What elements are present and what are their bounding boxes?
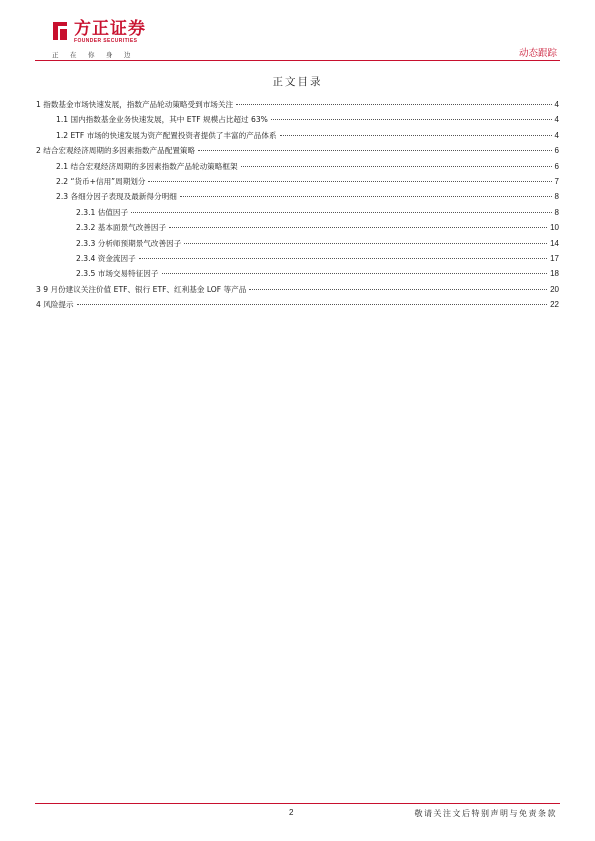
toc-entry-page: 10: [550, 223, 559, 233]
toc-entry-title: 2.3.2 基本面景气改善因子: [76, 223, 167, 233]
table-of-contents: [36, 97, 559, 312]
report-type-label: 动态跟踪: [518, 48, 557, 59]
logo-chinese-name: 方正证券: [74, 19, 146, 39]
toc-entry-title: 2.3.1 估值因子: [76, 207, 129, 217]
toc-entry-page: 7: [554, 176, 559, 186]
toc-entry-title: 2.1 结合宏观经济周期的多因素指数产品轮动策略框架: [56, 161, 238, 171]
toc-entry-title: 2.3.5 市场交易特征因子: [76, 269, 159, 279]
toc-dot-leader: [131, 211, 551, 213]
toc-entry[interactable]: [36, 236, 559, 251]
toc-dot-leader: [180, 195, 552, 197]
toc-entry[interactable]: [36, 205, 559, 220]
toc-entry[interactable]: [36, 174, 559, 189]
company-logo: [50, 20, 146, 45]
toc-entry-title: 1.1 国内指数基金业务快速发展，其中 ETF 规模占比超过 63%: [56, 115, 268, 125]
toc-entry[interactable]: [36, 282, 559, 297]
toc-entry-page: 22: [550, 300, 559, 310]
toc-entry-title: 2.3 各细分因子表现及最新得分明细: [56, 192, 177, 202]
toc-dot-leader: [198, 149, 551, 151]
toc-entry-page: 4: [554, 100, 559, 109]
toc-entry[interactable]: [36, 266, 559, 281]
toc-entry-title: 3 9 月份建议关注价值 ETF、银行 ETF、红利基金 LOF 等产品: [36, 284, 247, 294]
toc-entry-page: 17: [550, 253, 559, 263]
toc-entry-title: 1.2 ETF 市场的快速发展为资产配置投资者提供了丰富的产品体系: [56, 130, 277, 140]
disclaimer-notice: 敬请关注文后特别声明与免责条款: [414, 809, 557, 818]
toc-dot-leader: [184, 242, 547, 244]
toc-entry[interactable]: [36, 97, 559, 112]
toc-entry-page: 20: [550, 284, 559, 294]
toc-dot-leader: [148, 180, 551, 182]
toc-dot-leader: [249, 288, 547, 290]
toc-entry-title: 2.2 “货币+信用”周期划分: [56, 176, 146, 186]
toc-entry[interactable]: [36, 128, 559, 143]
header-divider: [35, 60, 560, 61]
toc-entry-page: 8: [554, 192, 559, 202]
toc-entry-page: 6: [554, 161, 559, 171]
toc-entry[interactable]: [36, 112, 559, 127]
toc-dot-leader: [77, 303, 547, 305]
toc-entry-title: 2.3.3 分析师预期景气改善因子: [76, 238, 182, 248]
toc-entry[interactable]: [36, 297, 559, 312]
toc-entry-page: 4: [554, 130, 559, 140]
toc-dot-leader: [280, 134, 552, 136]
toc-entry-title: 2.3.4 资金流因子: [76, 253, 136, 263]
founder-logo-icon: [50, 20, 70, 42]
toc-title: 正文目录: [272, 76, 323, 88]
toc-entry[interactable]: [36, 143, 559, 158]
toc-entry-page: 18: [550, 269, 559, 279]
toc-entry-page: 4: [554, 115, 559, 125]
toc-dot-leader: [169, 226, 547, 228]
toc-entry-title: 1 指数基金市场快速发展，指数产品轮动策略受到市场关注: [36, 100, 234, 109]
toc-dot-leader: [271, 118, 552, 120]
toc-dot-leader: [139, 257, 547, 259]
toc-entry[interactable]: [36, 189, 559, 204]
toc-entry[interactable]: [36, 220, 559, 235]
toc-entry-page: 8: [554, 207, 559, 217]
toc-entry-page: 14: [550, 238, 559, 248]
company-slogan: 正在你身边: [52, 51, 142, 59]
toc-entry-title: 2 结合宏观经济周期的多因素指数产品配置策略: [36, 146, 196, 156]
toc-dot-leader: [236, 103, 551, 105]
toc-entry[interactable]: [36, 159, 559, 174]
toc-entry-title: 4 风险提示: [36, 300, 74, 310]
logo-english-name: FOUNDER SECURITIES: [74, 38, 138, 44]
page-number: 2: [289, 808, 294, 817]
toc-dot-leader: [241, 165, 552, 167]
footer-divider: [35, 803, 560, 804]
toc-entry[interactable]: [36, 251, 559, 266]
toc-dot-leader: [162, 272, 548, 274]
page-header: [0, 0, 595, 62]
toc-entry-page: 6: [554, 146, 559, 156]
